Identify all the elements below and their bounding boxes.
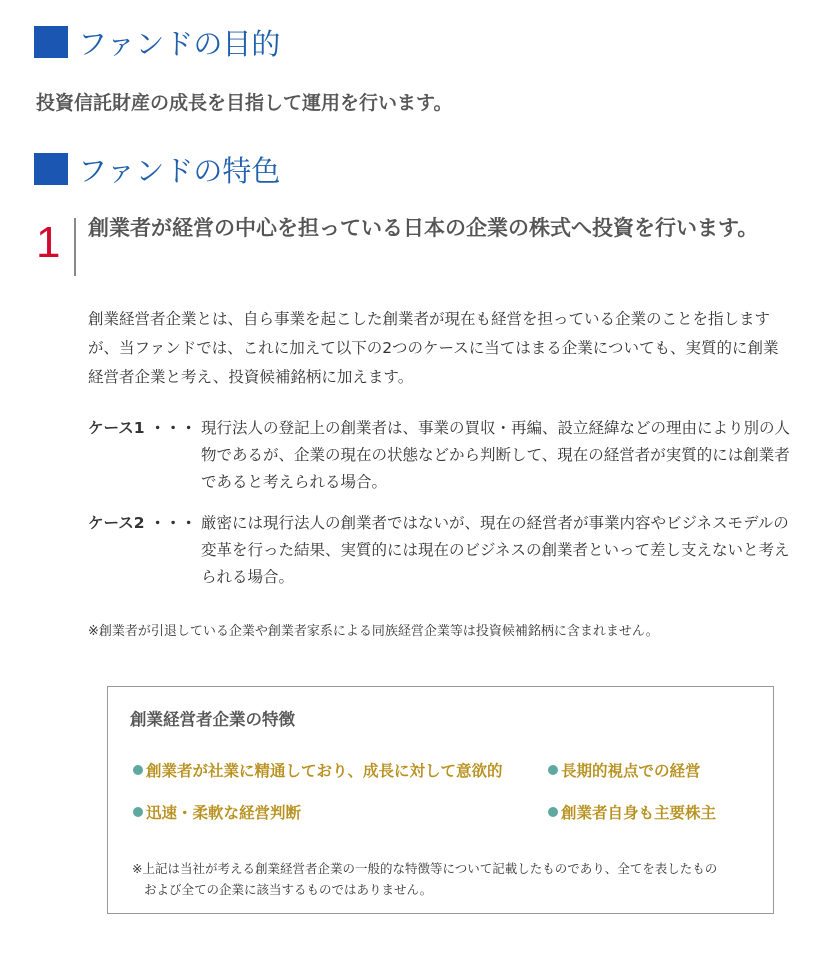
characteristics-note-line-1: ※上記は当社が考える創業経営者企業の一般的な特徴等について記載したものであり、全てを表したもの [132,861,718,876]
characteristics-title: 創業経営者企業の特徴 [130,710,295,729]
bullet-dot-icon [133,807,143,817]
point-divider [74,218,76,276]
characteristics-note [132,858,762,900]
feature-item: 創業者が社業に精通しており、成長に対して意欲的 [133,759,503,781]
feature-item: 迅速・柔軟な経営判断 [133,801,301,823]
case-2-label: ケース2 ・・・ [88,514,197,532]
bullet-dot-icon [133,765,143,775]
heading-square-icon [34,26,68,58]
characteristics-note-line-2: および全ての企業に該当するものではありません。 [144,882,433,897]
purpose-text: 投資信託財産の成長を目指して運用を行います。 [36,92,453,114]
bullet-dot-icon [548,765,558,775]
feature-item: 長期的視点での経営 [548,759,701,781]
heading-square-icon [34,153,68,185]
case-1-label: ケース1 ・・・ [88,419,197,437]
features-section-title: ファンドの特色 [34,153,280,189]
feature-item: 創業者自身も主要株主 [548,801,716,823]
point-heading: 創業者が経営の中心を担っている日本の企業の株式へ投資を行います。 [88,216,759,240]
case-2-text: 厳密には現行法人の創業者ではないが、現在の経営者が事業内容やビジネスモデルの変革を行った結果、実質的には現在のビジネスの創業者といって差し支えないと考えられる場合。 [201,514,790,586]
purpose-section-title: ファンドの目的 [34,26,280,62]
point-number: 1 [36,218,61,267]
case-1-text: 現行法人の登記上の創業者は、事業の買収・再編、設立経緯などの理由により別の人物であるが、企業の現在の状態などから判断して、現在の経営者が実質的には創業者であると考えられる場合。 [201,419,791,491]
bullet-dot-icon [548,807,558,817]
intro-paragraph: 創業経営者企業とは、自ら事業を起こした創業者が現在も経営を担っている企業のことを指しますが、当ファンドでは、これに加えて以下の2つのケースに当てはまる企業についても、実質的に創業経営者企業と考え、投資候補銘柄に加えます。 [88,310,779,386]
exclusion-note: ※創業者が引退している企業や創業者家系による同族経営企業等は投資候補銘柄に含まれません。 [88,624,659,639]
